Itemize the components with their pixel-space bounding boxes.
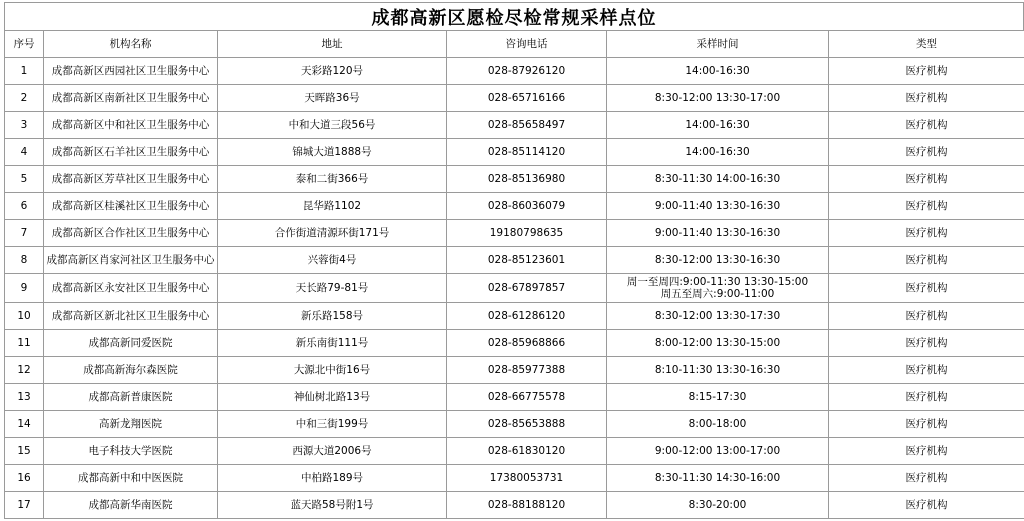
cell-time [607,438,829,465]
cell-name: 成都高新区肖家河社区卫生服务中心 [44,247,218,274]
table-row [5,303,1024,330]
cell-phone: 028-85123601 [447,247,607,274]
cell-phone: 028-85658497 [447,112,607,139]
cell-no: 4 [5,139,44,166]
cell-time [607,193,829,220]
cell-phone: 028-88188120 [447,492,607,519]
table-row [5,330,1024,357]
cell-no: 17 [5,492,44,519]
table-row [5,193,1024,220]
cell-no: 5 [5,166,44,193]
cell-phone: 028-85114120 [447,139,607,166]
time-line: 8:30-11:30 14:00-16:30 [654,173,781,185]
cell-time [607,492,829,519]
time-line: 8:30-12:00 13:30-17:30 [654,310,781,322]
cell-type: 医疗机构 [829,139,1024,166]
cell-type: 医疗机构 [829,220,1024,247]
cell-address: 兴蓉街4号 [218,247,447,274]
header-row [5,31,1024,58]
cell-time [607,384,829,411]
cell-no: 2 [5,85,44,112]
time-line: 8:15-17:30 [688,391,747,403]
cell-no: 16 [5,465,44,492]
cell-name: 成都高新区石羊社区卫生服务中心 [44,139,218,166]
cell-phone: 028-87926120 [447,58,607,85]
cell-name: 高新龙翔医院 [44,411,218,438]
table-row [5,274,1024,303]
table-row [5,492,1024,519]
table-row [5,384,1024,411]
table-row [5,411,1024,438]
header-name: 机构名称 [44,31,218,58]
cell-no: 6 [5,193,44,220]
cell-name: 成都高新同爱医院 [44,330,218,357]
cell-time [607,411,829,438]
header-no: 序号 [5,31,44,58]
time-line: 8:30-12:00 13:30-16:30 [654,254,781,266]
cell-no: 12 [5,357,44,384]
time-line: 8:30-11:30 14:30-16:00 [654,472,781,484]
table-row [5,220,1024,247]
cell-address: 天彩路120号 [218,58,447,85]
cell-name: 成都高新区新北社区卫生服务中心 [44,303,218,330]
cell-phone: 028-61830120 [447,438,607,465]
cell-name: 成都高新海尔森医院 [44,357,218,384]
time-line: 8:00-18:00 [688,418,747,430]
time-line: 8:30-12:00 13:30-17:00 [654,92,781,104]
cell-phone: 028-86036079 [447,193,607,220]
table-row [5,85,1024,112]
cell-phone: 028-85136980 [447,166,607,193]
cell-address: 昆华路1102 [218,193,447,220]
cell-phone: 028-65716166 [447,85,607,112]
header-time: 采样时间 [607,31,829,58]
cell-address: 锦城大道1888号 [218,139,447,166]
cell-name: 成都高新区西园社区卫生服务中心 [44,58,218,85]
time-line: 8:30-20:00 [688,499,747,511]
table-row [5,112,1024,139]
cell-phone: 17380053731 [447,465,607,492]
cell-no: 14 [5,411,44,438]
cell-type: 医疗机构 [829,112,1024,139]
time-line: 9:00-12:00 13:00-17:00 [654,445,781,457]
cell-type: 医疗机构 [829,85,1024,112]
cell-type: 医疗机构 [829,274,1024,303]
time-line: 14:00-16:30 [685,65,750,77]
cell-type: 医疗机构 [829,384,1024,411]
cell-type: 医疗机构 [829,411,1024,438]
cell-address: 中柏路189号 [218,465,447,492]
cell-time [607,220,829,247]
cell-address: 中和三街199号 [218,411,447,438]
cell-no: 13 [5,384,44,411]
cell-phone: 028-85977388 [447,357,607,384]
cell-time [607,303,829,330]
cell-type: 医疗机构 [829,330,1024,357]
table-row [5,166,1024,193]
sampling-sites-table [4,30,1024,519]
cell-no: 11 [5,330,44,357]
cell-name: 成都高新区南新社区卫生服务中心 [44,85,218,112]
cell-time [607,112,829,139]
time-line: 周一至周四:9:00-11:30 13:30-15:00 [626,276,809,288]
cell-name: 成都高新区桂溪社区卫生服务中心 [44,193,218,220]
time-line: 14:00-16:30 [685,119,750,131]
cell-address: 神仙树北路13号 [218,384,447,411]
cell-phone: 028-61286120 [447,303,607,330]
cell-no: 1 [5,58,44,85]
cell-time [607,330,829,357]
cell-no: 15 [5,438,44,465]
cell-type: 医疗机构 [829,58,1024,85]
cell-address: 合作街道清源环街171号 [218,220,447,247]
cell-type: 医疗机构 [829,492,1024,519]
cell-type: 医疗机构 [829,193,1024,220]
page-title: 成都高新区愿检尽检常规采样点位 [4,2,1024,30]
cell-no: 7 [5,220,44,247]
cell-type: 医疗机构 [829,303,1024,330]
cell-name: 成都高新中和中医医院 [44,465,218,492]
cell-time [607,139,829,166]
cell-time [607,166,829,193]
cell-address: 大源北中街16号 [218,357,447,384]
time-line: 周五至周六:9:00-11:00 [660,288,775,300]
cell-name: 成都高新区芳草社区卫生服务中心 [44,166,218,193]
cell-phone: 19180798635 [447,220,607,247]
cell-type: 医疗机构 [829,465,1024,492]
cell-time [607,357,829,384]
cell-name: 成都高新华南医院 [44,492,218,519]
header-address: 地址 [218,31,447,58]
cell-no: 3 [5,112,44,139]
cell-time [607,247,829,274]
cell-no: 8 [5,247,44,274]
cell-address: 泰和二街366号 [218,166,447,193]
cell-type: 医疗机构 [829,438,1024,465]
cell-time [607,465,829,492]
cell-type: 医疗机构 [829,166,1024,193]
cell-name: 成都高新普康医院 [44,384,218,411]
cell-address: 西源大道2006号 [218,438,447,465]
cell-phone: 028-85968866 [447,330,607,357]
time-line: 14:00-16:30 [685,146,750,158]
cell-address: 天长路79-81号 [218,274,447,303]
time-line: 9:00-11:40 13:30-16:30 [654,200,781,212]
cell-address: 天晖路36号 [218,85,447,112]
cell-name: 成都高新区永安社区卫生服务中心 [44,274,218,303]
cell-name: 成都高新区合作社区卫生服务中心 [44,220,218,247]
time-line: 8:10-11:30 13:30-16:30 [654,364,781,376]
table-row [5,357,1024,384]
cell-no: 9 [5,274,44,303]
header-type: 类型 [829,31,1024,58]
cell-phone: 028-66775578 [447,384,607,411]
cell-no: 10 [5,303,44,330]
cell-address: 新乐路158号 [218,303,447,330]
table-row [5,465,1024,492]
cell-time [607,274,829,303]
table-row [5,139,1024,166]
table-row [5,438,1024,465]
cell-time [607,85,829,112]
cell-address: 中和大道三段56号 [218,112,447,139]
cell-name: 成都高新区中和社区卫生服务中心 [44,112,218,139]
cell-phone: 028-85653888 [447,411,607,438]
cell-address: 新乐南街111号 [218,330,447,357]
time-line: 8:00-12:00 13:30-15:00 [654,337,781,349]
cell-time [607,58,829,85]
table-row [5,58,1024,85]
header-phone: 咨询电话 [447,31,607,58]
cell-address: 蓝天路58号附1号 [218,492,447,519]
cell-type: 医疗机构 [829,247,1024,274]
cell-phone: 028-67897857 [447,274,607,303]
time-line: 9:00-11:40 13:30-16:30 [654,227,781,239]
spreadsheet [4,2,1024,519]
cell-name: 电子科技大学医院 [44,438,218,465]
table-row [5,247,1024,274]
cell-type: 医疗机构 [829,357,1024,384]
